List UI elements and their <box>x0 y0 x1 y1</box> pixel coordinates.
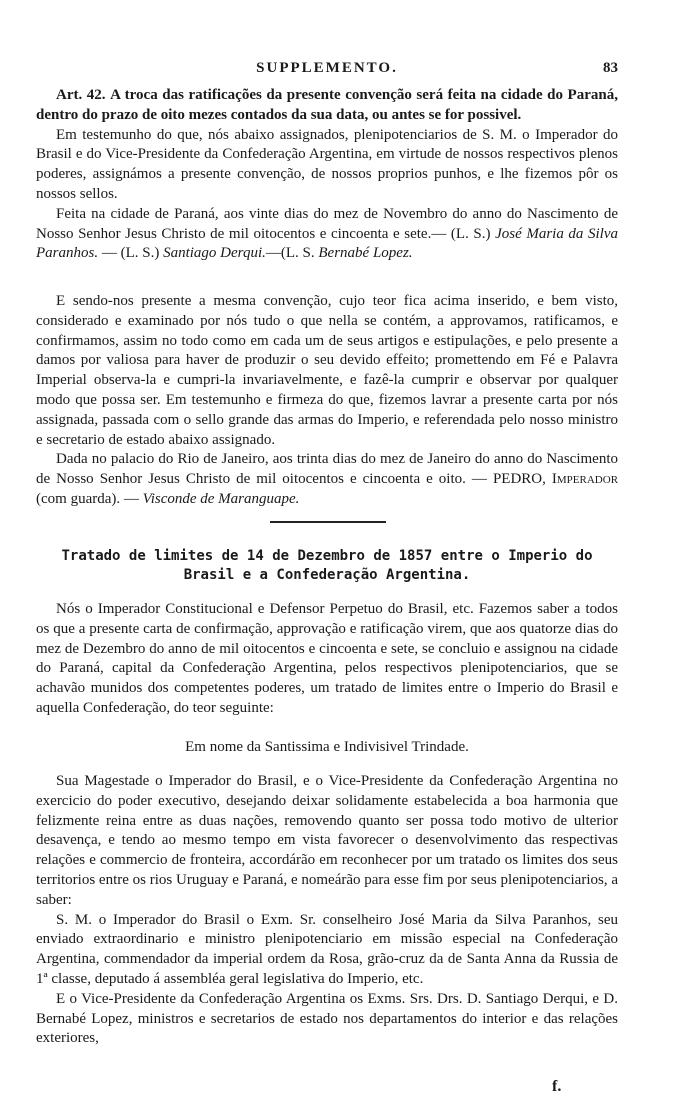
emperor-name: PEDRO, <box>492 471 546 488</box>
intro-paragraph: Nós o Imperador Constitucional e Defensor Perpetuo do Brasil, etc. Fazemos saber a todos os que a presente carta de confirmação, approvação e ratificação virem, que aos quatorze dias do mez de Dezembro do anno de mil oitocentos e cincoenta e sete, se concluio e assignou na cidade do Paraná, capital da Confederação Argentina, pelos respectivos plenipotenciarios, que se achavão munidos dos competentes poderes, um tratado de limites entre o Imperio do Brasil e aquella Confederação, do teor seguinte: <box>36 601 618 716</box>
plenipotentiary-brazil: S. M. o Imperador do Brasil o Exm. Sr. conselheiro José Maria da Silva Paranhos, seu enviado extraordinario e ministro plenipotenciario em missão especial na Confederação Argentina, commendador da imperial ordem da Rosa, grão-cruz da de Santa Anna da Russia de 1ª classe, deputado á assembléa geral legislativa do Imperio, etc. <box>36 911 618 987</box>
article-text: A troca das ratificações da presente convenção será feita na cidade do Paraná, dentro do prazo de oito mezes contados da sua data, ou antes se for possivel. <box>36 87 618 123</box>
article-label: Art. 42. <box>56 87 106 103</box>
signer-paranhos: José Maria da Silva Paranhos. <box>36 225 619 262</box>
article-42 <box>36 86 618 264</box>
signer-lopez: Bernabé Lopez. <box>318 245 413 262</box>
signature-paragraph <box>36 205 618 264</box>
witness-paragraph: Em testemunho do que, nós abaixo assignados, plenipotenciarios de S. M. o Imperador do Brasil e do Vice-Presidente da Confederação Argentina, em virtude de nossos respectivos plenos poderes, assignámos a presente convenção, de nossos proprios punhos, e lhe fizemos pôr os nossos sellos. <box>36 126 618 202</box>
viscount-signature: Visconde de Maranguape. <box>142 490 300 507</box>
ratification-section <box>36 292 618 510</box>
treaty-title-line-2: Brasil e a Confederação Argentina. <box>183 567 471 583</box>
invocation-block <box>36 738 618 758</box>
treaty-body <box>36 772 618 1049</box>
plenipotentiary-argentina: E o Vice-Presidente da Confederação Argentina os Exms. Srs. Drs. D. Santiago Derqui, e D. Bernabé Lopez, ministros e secretarios de estado nos departamentos do interior e das relações exteriores, <box>36 990 618 1047</box>
running-head <box>36 60 618 80</box>
seal-mark-2: —(L. S. <box>265 245 315 262</box>
signer-derqui: Santiago Derqui. <box>163 245 266 262</box>
section-divider <box>270 521 386 523</box>
given-paragraph <box>36 450 618 509</box>
treaty-intro <box>36 600 618 719</box>
catchword: f. <box>552 1078 562 1095</box>
seal-mark: — (L. S.) <box>101 245 160 262</box>
done-text: Feita na cidade de Paraná, aos vinte dias do mez de Novembro do anno do Nascimento de Nosso Senhor Jesus Christo de mil oitocentos e cincoenta e sete.— (L. S.) <box>36 205 618 242</box>
emperor-title: Imperador <box>551 471 619 488</box>
treaty-title-line-1: Tratado de limites de 14 de Dezembro de 1857 entre o Imperio do <box>61 548 593 564</box>
running-title: SUPPLEMENTO. <box>256 60 398 76</box>
treaty-title <box>36 547 618 585</box>
preamble-paragraph: Sua Magestade o Imperador do Brasil, e o Vice-Presidente da Confederação Argentina no exercicio do poder executivo, desejando deixar solidamente estabelecida a boa harmonia que felizmente reina entre as duas nações, removendo quanto ser possa todo motivo de ulterior desavença, e tendo ao mesmo tempo em vista favorecer o desenvolvimento das respectivas relações e commercio de fronteira, accordárão em reconhecer por um tratado os limites dos seus territorios entre os rios Uruguay e Paraná, e nomeárão para esse fim por seus plenipotenciarios, a saber: <box>36 773 618 908</box>
ratification-paragraph: E sendo-nos presente a mesma convenção, cujo teor fica acima inserido, e bem visto, considerado e examinado por nós tudo o que nella se contém, a approvamos, ratificamos, e confirmamos, assim no todo como em cada um de seus artigos e estipulações, e pelo presente a damos por valiosa para haver de produzir o seu devido effeito; promettendo em Fé e Palavra Imperial observa-la e cumpri-la invariavelmente, e fazê-la cumprir e observar por qualquer modo que possa ser. Em testemunho e firmeza do que, fizemos lavrar a presente carta por nós assignada, passada com o sello grande das armas do Imperio, e referendada pelo nosso ministro e secretario de estado abaixo assignado. <box>36 293 618 448</box>
invocation: Em nome da Santissima e Indivisivel Trindade. <box>185 739 469 755</box>
page-number: 83 <box>603 60 618 76</box>
emperor-note: (com guarda). — <box>36 490 139 507</box>
given-text: Dada no palacio do Rio de Janeiro, aos trinta dias do mez de Janeiro do anno do Nascimento de Nosso Senhor Jesus Christo de mil oitocentos e cincoenta e oito. — <box>36 451 618 488</box>
